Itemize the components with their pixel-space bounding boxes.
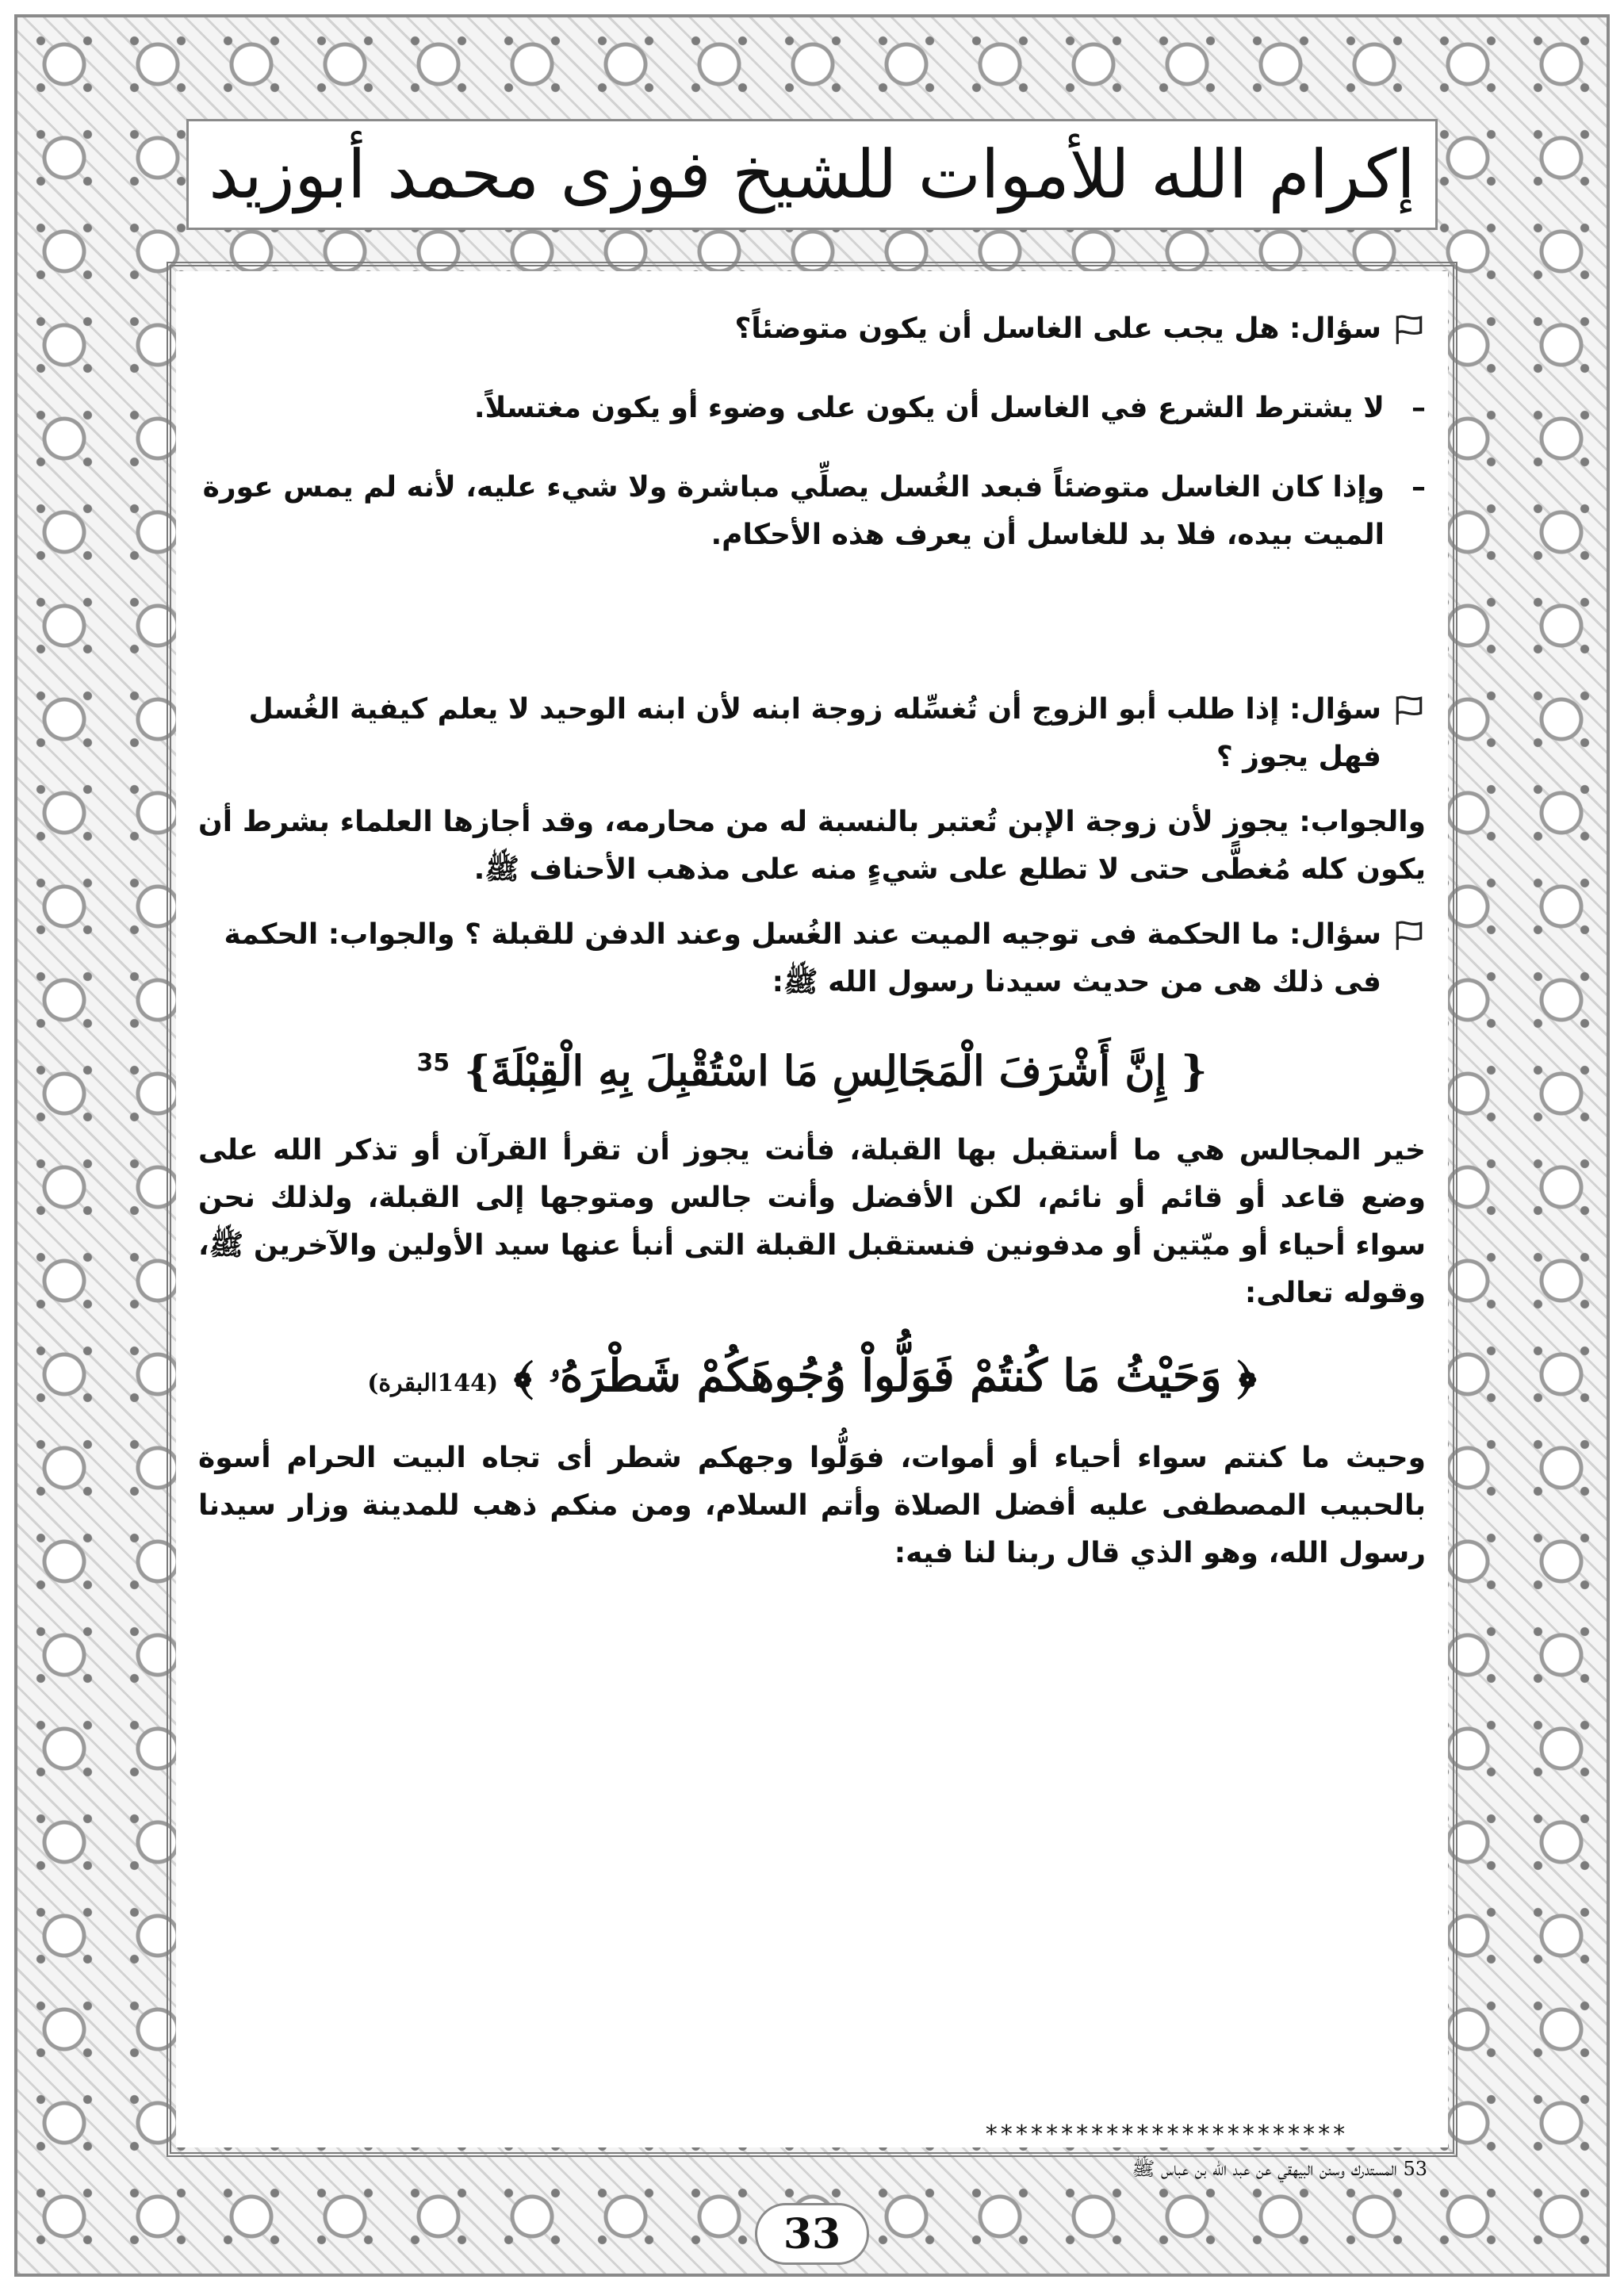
question-1 [198,305,1426,353]
header-banner [186,119,1438,230]
dash-bullet: – [1411,392,1426,424]
question-2 [198,686,1426,781]
page-number-box [755,2203,869,2265]
answer-item-2-text: وإذا كان الغاسل متوضئاً فبعد الغُسل يصلِّي مباشرة ولا شيء عليه، لأنه لم يمس عورة الميت بيده، فلا بد للغاسل أن يعرف هذه الأحكام. [202,471,1385,551]
question-2-text: سؤال: إذا طلب أبو الزوج أن تُغسِّله زوجة ابنه لأن ابنه الوحيد لا يعلم كيفية الغُسل فهل يجوز ؟ [248,693,1381,773]
paragraph-1: خير المجالس هي ما أستقبل بها القبلة، فأنت يجوز أن تقرأ القرآن أو تذكر الله على وضع قاعد أو قائم أو نائم، لكن الأفضل وأنت جالس ومتوجها إلى القبلة، ولذلك نحن سواء أحياء أو ميّتين أو مدفونين فنستقبل القبلة التى أنبأ عنها سيد الأولين والآخرين ﷺ، وقوله تعالى: [198,1134,1426,1310]
answer-item-2 [198,464,1426,559]
page-number: 33 [783,2209,841,2258]
hadith-quote [198,1035,1426,1100]
ayah-text: ﴿ وَحَيْثُ مَا كُنتُمْ فَوَلُّواْ وُجُوهَكُمْ شَطْرَهُۥ ﴾ [513,1350,1257,1403]
hadith-text: { إِنَّ أَشْرَفَ الْمَجَالِسِ مَا اسْتُقْبِلَ بِهِ الْقِبْلَةَ} [464,1047,1208,1096]
flag-icon [1392,312,1426,346]
ayah-reference: (144البقرة) [367,1370,499,1398]
answer-2: والجواب: يجوز لأن زوجة الإبن تُعتبر بالنسبة له من محارمه، وقد أجازها العلماء بشرط أن يكون كله مُغطًّى حتى لا تطلع على شيءٍ منه على مذهب الأحناف ﷺ. [198,806,1426,886]
flag-icon [1392,693,1426,726]
question-3 [198,911,1426,1006]
hadith-reference: 35 [416,1049,450,1077]
paragraph-2: وحيث ما كنتم سواء أحياء أو أموات، فوَلُّوا وجهكم شطر أى تجاه البيت الحرام أسوة بالحبيب المصطفى عليه أفضل الصلاة وأتم السلام، ومن منكم ذهب للمدينة وزار سيدنا رسول الله، وهو الذي قال ربنا لنا فيه: [198,1442,1426,1570]
question-1-text: سؤال: هل يجب على الغاسل أن يكون متوضئاً؟ [734,312,1381,345]
answer-item-1-text: لا يشترط الشرع في الغاسل أن يكون على وضوء أو يكون مغتسلاً. [473,392,1385,424]
question-3-text: سؤال: ما الحكمة فى توجيه الميت عند الغُسل وعند الدفن للقبلة ؟ والجواب: الحكمة فى ذلك هى من حديث سيدنا رسول الله ﷺ: [224,918,1381,998]
footnote: 53 المستدرك وسنن البيهقي عن عبد الله بن عباس ﷺ [1132,2158,1427,2180]
answer-item-1 [198,385,1426,432]
quran-verse [198,1346,1426,1414]
flag-icon [1392,918,1426,952]
dash-bullet: – [1411,471,1426,504]
book-title: إكرام الله للأموات للشيخ فوزى محمد أبوزيد [209,136,1415,213]
footnote-separator: ************************ [984,2121,1347,2148]
main-text [198,305,1426,1577]
